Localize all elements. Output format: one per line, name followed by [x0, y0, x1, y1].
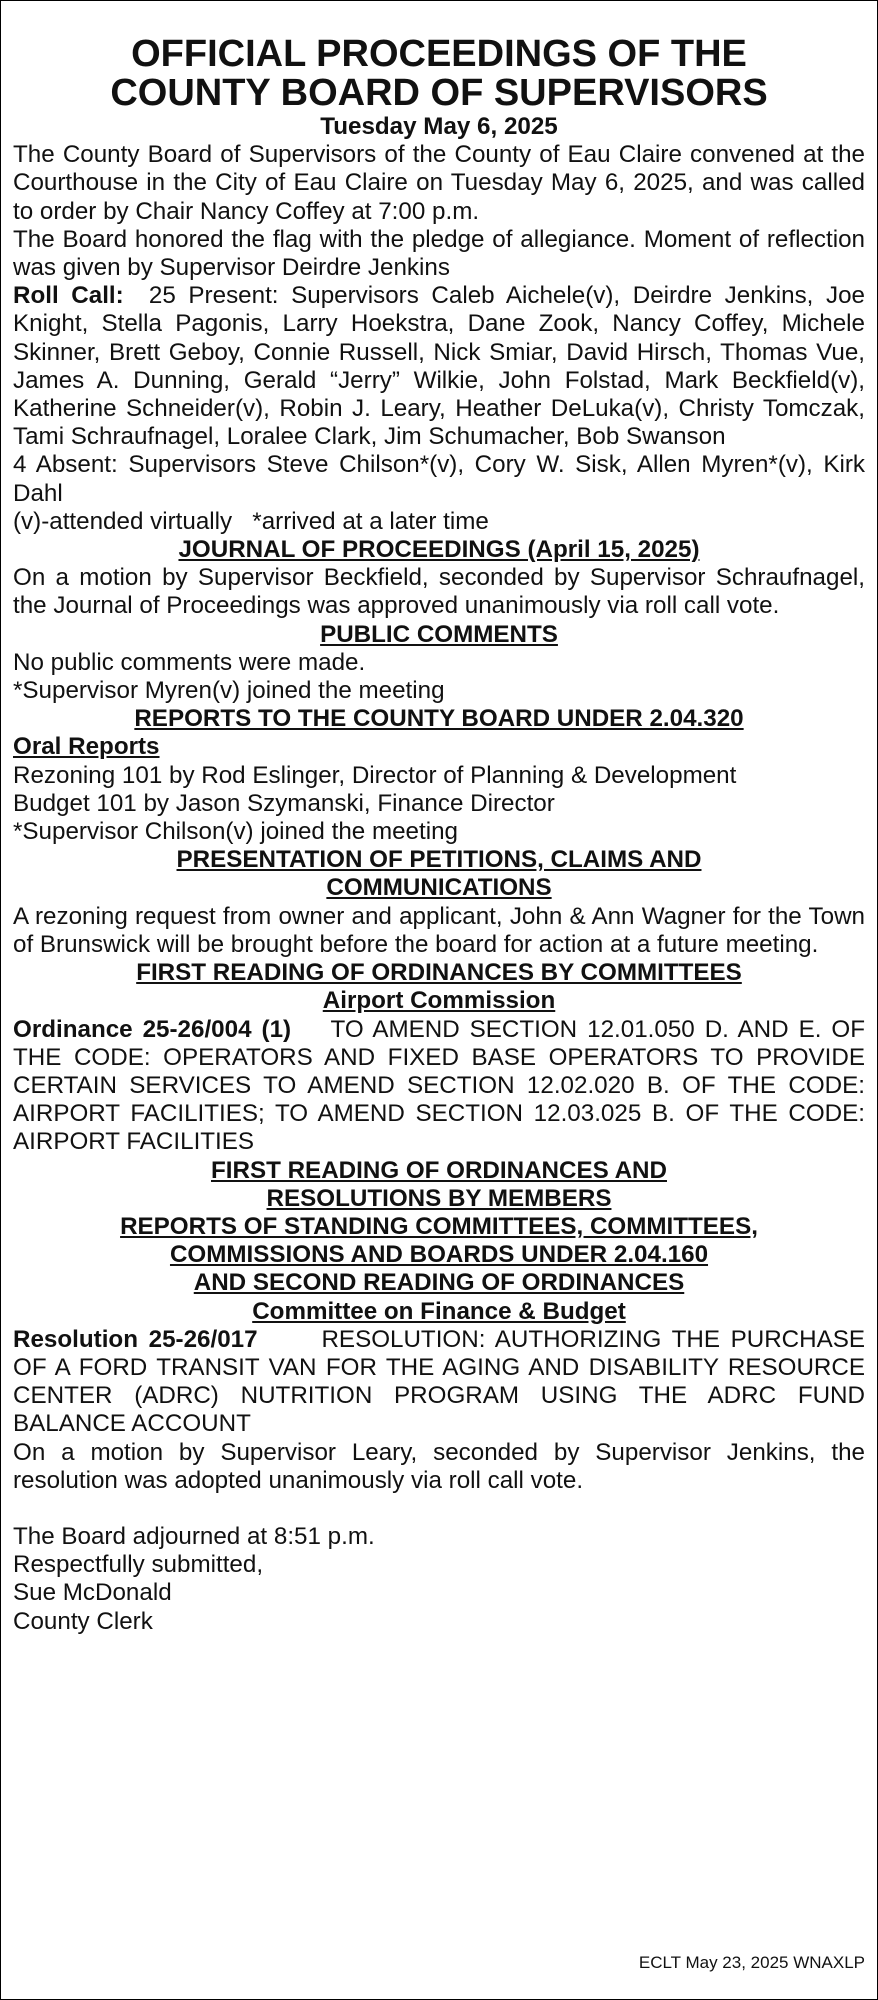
public-comments-text: No public comments were made.	[13, 648, 366, 676]
spacer	[13, 1495, 865, 1523]
publication-footer: ECLT May 23, 2025 WNAXLP	[638, 1953, 865, 1972]
adjourned-text: The Board adjourned at 8:51 p.m.	[13, 1522, 375, 1550]
opening-paragraph: The County Board of Supervisors of the County of Eau Claire convened at the Courthouse in the City of Eau Claire on Tuesday May 6, 2025, and was called to order by Chair Nancy Coffey at 7:00 p.m.	[13, 141, 865, 225]
resolution-text: RESOLUTION: AUTHORIZING THE PURCHASE OF A FORD TRANSIT VAN FOR THE AGING AND DISABILITY RESOURCE CENTER (ADRC) NUTRITION PROGRAM USING THE ADRC FUND BALANCE ACCOUNT	[13, 1325, 866, 1438]
petitions-heading-line-1: PRESENTATION OF PETITIONS, CLAIMS AND	[176, 846, 702, 874]
ordinance-label: Ordinance 25-26/004 (1)	[13, 1015, 292, 1043]
finance-committee-heading: Committee on Finance & Budget	[252, 1297, 626, 1325]
resolution-label: Resolution 25-26/017	[13, 1325, 258, 1353]
journal-text: On a motion by Supervisor Beckfield, seconded by Supervisor Schraufnagel, the Journal of Proceedings was approved unanimously via roll call vote.	[13, 564, 865, 620]
oral-report-rezoning: Rezoning 101 by Rod Eslinger, Director of Planning & Development	[13, 761, 737, 789]
pledge-paragraph: The Board honored the flag with the pledge of allegiance. Moment of reflection was given by Supervisor Deirdre Jenkins	[13, 225, 865, 282]
roll-call-label: Roll Call:	[13, 282, 124, 310]
members-heading-line-1: FIRST READING OF ORDINANCES AND	[211, 1156, 667, 1184]
attendance-legend: (v)-attended virtually *arrived at a later time	[13, 507, 489, 535]
reports-heading: REPORTS TO THE COUNTY BOARD UNDER 2.04.320	[134, 705, 744, 733]
roll-call-present-text: 25 Present: Supervisors Caleb Aichele(v), Deirdre Jenkins, Joe Knight, Stella Pagonis, Larry Hoekstra, Dane Zook, Nancy Coffey, Michele Skinner, Brett Geboy, Connie Russell, Nick Smiar, David Hirsch, Thomas Vue, James A. Dunning, Gerald “Jerry” Wilkie, John Folstad, Mark Beckfield(v), Katherine Schneider(v), Robin J. Leary, Heather DeLuka(v), Christy Tomczak, Tami Schraufnagel, Loralee Clark, Jim Schumacher, Bob Swanson	[13, 282, 865, 451]
journal-heading: JOURNAL OF PROCEEDINGS (April 15, 2025)	[178, 536, 700, 564]
oral-reports-heading: Oral Reports	[13, 733, 160, 761]
members-heading-line-2: RESOLUTIONS BY MEMBERS	[266, 1184, 612, 1212]
roll-call-present	[13, 282, 865, 451]
airport-commission-heading: Airport Commission	[322, 987, 556, 1015]
petitions-heading-line-2: COMMUNICATIONS	[326, 874, 552, 902]
clerk-title: County Clerk	[13, 1607, 153, 1635]
ordinance-paragraph	[13, 1016, 865, 1157]
petitions-text: A rezoning request from owner and applicant, John & Ann Wagner for the Town of Brunswick will be brought before the board for action at a future meeting.	[13, 902, 865, 958]
clerk-name: Sue McDonald	[13, 1579, 172, 1607]
meeting-date: Tuesday May 6, 2025	[320, 113, 558, 140]
standing-heading-line-2: COMMISSIONS AND BOARDS UNDER 2.04.160	[169, 1241, 709, 1269]
resolution-paragraph	[13, 1326, 865, 1439]
first-reading-heading: FIRST READING OF ORDINANCES BY COMMITTEES	[136, 959, 742, 987]
notice-title-line-2: COUNTY BOARD OF SUPERVISORS	[110, 72, 768, 114]
public-comments-heading: PUBLIC COMMENTS	[320, 620, 558, 648]
notice-title-line-1: OFFICIAL PROCEEDINGS OF THE	[131, 33, 747, 75]
standing-heading-line-1: REPORTS OF STANDING COMMITTEES, COMMITTEES,	[120, 1212, 758, 1240]
standing-heading-line-3: AND SECOND READING OF ORDINANCES	[193, 1269, 685, 1297]
oral-report-budget: Budget 101 by Jason Szymanski, Finance Director	[13, 789, 555, 817]
submitted-text: Respectfully submitted,	[13, 1551, 264, 1579]
public-comments-note: *Supervisor Myren(v) joined the meeting	[13, 677, 445, 705]
oral-reports-note: *Supervisor Chilson(v) joined the meeting	[13, 818, 459, 846]
ordinance-text: TO AMEND SECTION 12.01.050 D. AND E. OF THE CODE: OPERATORS AND FIXED BASE OPERATORS TO PROVIDE CERTAIN SERVICES TO AMEND SECTION 12.02.020 B. OF THE CODE: AIRPORT FACILITIES; TO AMEND SECTION 12.03.025 B. OF THE CODE: AIRPORT FACILITIES	[13, 1015, 865, 1156]
resolution-motion: On a motion by Supervisor Leary, seconded by Supervisor Jenkins, the resolution was adopted unanimously via roll call vote.	[13, 1438, 865, 1494]
roll-call-absent: 4 Absent: Supervisors Steve Chilson*(v), Cory W. Sisk, Allen Myren*(v), Kirk Dahl	[13, 451, 865, 507]
